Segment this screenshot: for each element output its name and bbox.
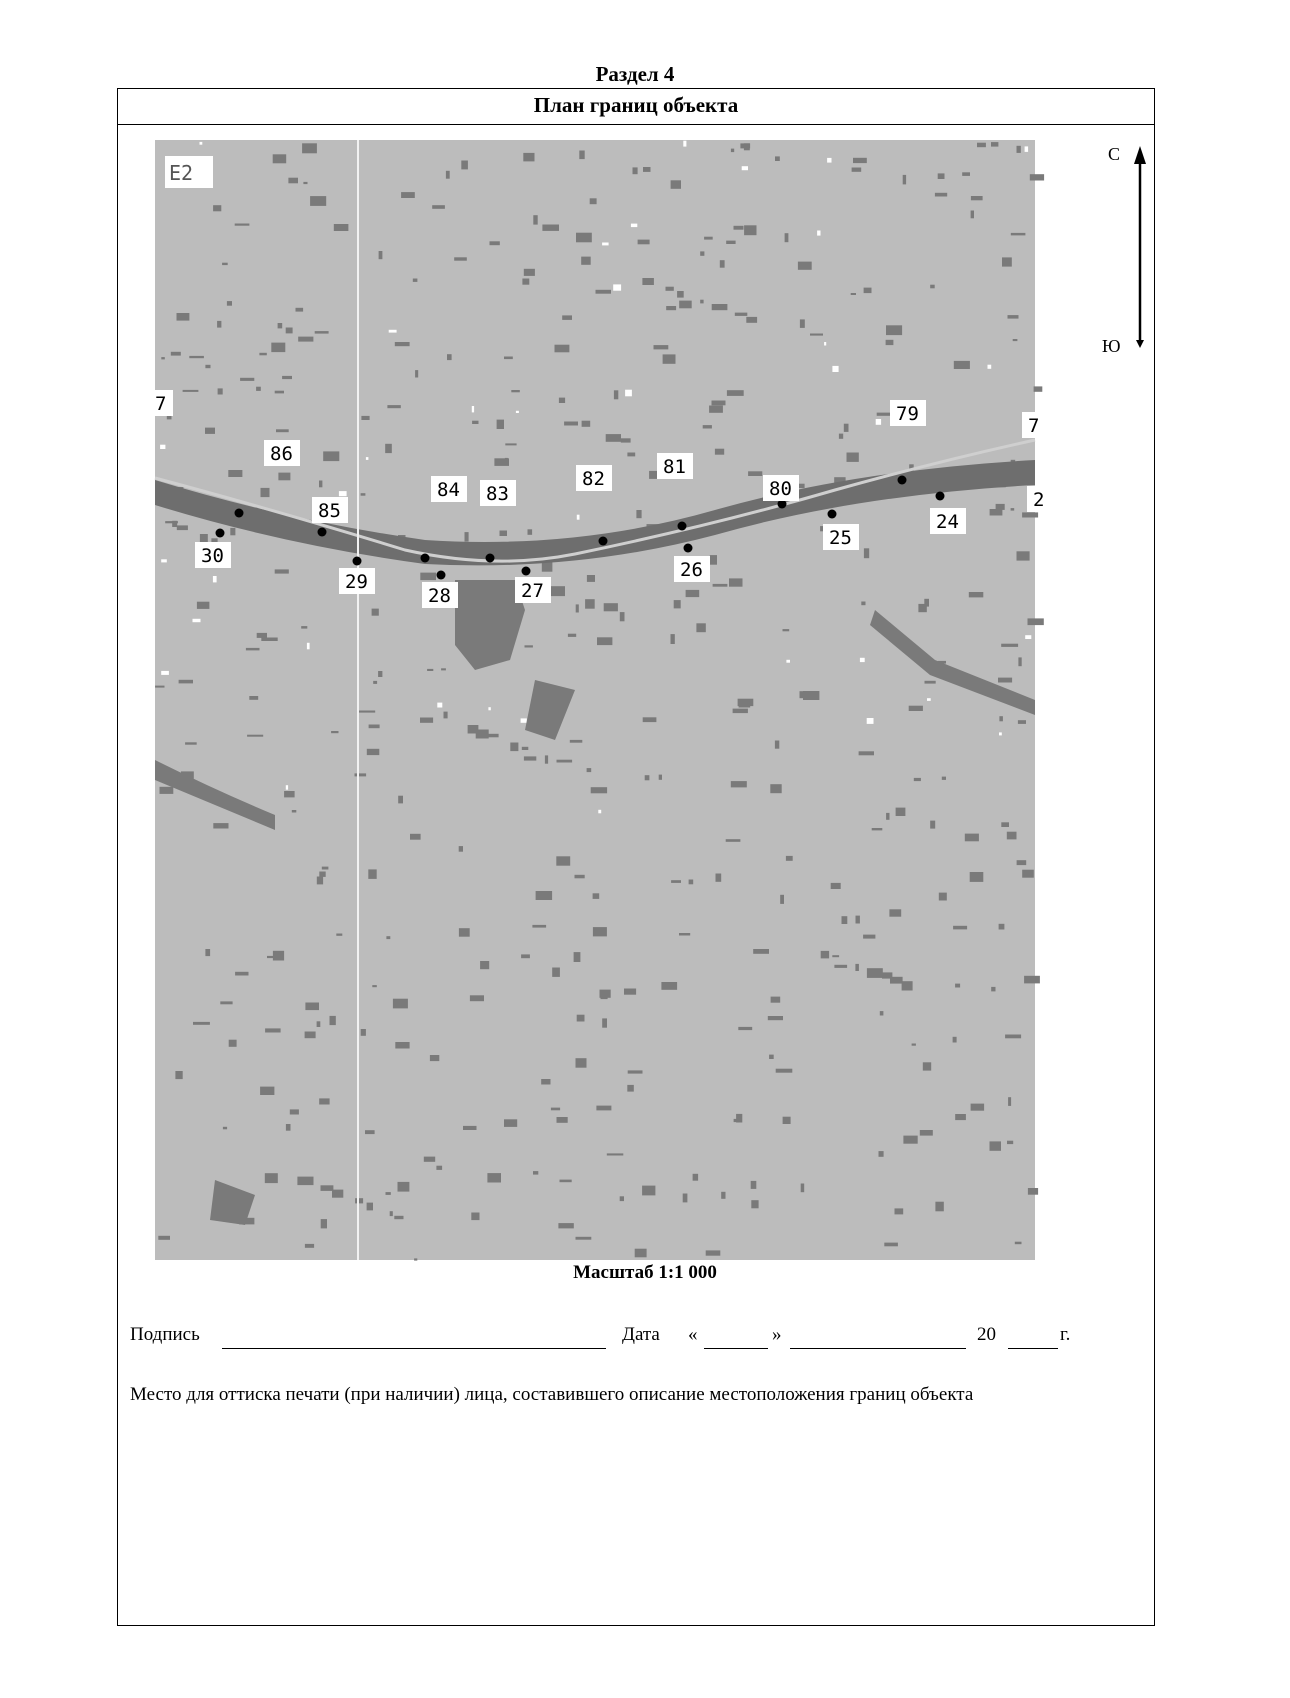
frame-code-box (165, 156, 213, 188)
point-label-text: 27 (521, 580, 544, 602)
boundary-point-marker (318, 528, 327, 537)
arrow-up-icon (1134, 146, 1146, 164)
point-label-text: 25 (829, 527, 852, 549)
boundary-point-marker (684, 544, 693, 553)
point-label-text: 81 (663, 456, 686, 478)
point-label (823, 524, 859, 550)
boundary-point-marker (235, 509, 244, 518)
north-letter: С (1108, 144, 1121, 164)
stamp-text: Место для оттиска печати (при наличии) лица, составившего описание местоположения границ объекта (130, 1384, 974, 1405)
north-arrow (1100, 140, 1160, 360)
arrow-down-icon (1136, 340, 1144, 348)
point-label (930, 508, 966, 534)
boundary-point-marker (678, 522, 687, 531)
point-label (431, 476, 467, 502)
point-label (763, 475, 799, 501)
point-label-text: 79 (896, 403, 919, 425)
point-label-text: 85 (318, 500, 341, 522)
boundary-point-marker (936, 492, 945, 501)
point-label-text: 7 (155, 393, 167, 415)
boundary-point-marker (522, 567, 531, 576)
boundary-point-marker (437, 571, 446, 580)
point-label (339, 568, 375, 594)
frame-code: Е2 (169, 161, 194, 185)
boundary-point-marker (599, 537, 608, 546)
quote-open: « (688, 1324, 698, 1345)
point-label-text: 80 (769, 478, 792, 500)
point-label-text: 28 (428, 585, 451, 607)
point-label-text: 29 (345, 571, 368, 593)
point-label (674, 556, 710, 582)
boundary-point-marker (353, 557, 362, 566)
date-label: Дата (622, 1324, 660, 1345)
month-field[interactable] (790, 1326, 966, 1349)
point-label-text: 7 (1028, 415, 1040, 437)
signature-label: Подпись (130, 1324, 200, 1345)
boundary-point-marker (828, 510, 837, 519)
point-label-text: 82 (582, 468, 605, 490)
point-label (515, 577, 551, 603)
boundary-map (155, 140, 1045, 1260)
year-suffix: г. (1060, 1324, 1071, 1345)
point-label-text: 83 (486, 483, 509, 505)
plan-title: План границ объекта (117, 88, 1155, 125)
section-title: Раздел 4 (595, 62, 675, 86)
south-letter: Ю (1102, 336, 1121, 356)
map-background (155, 140, 1035, 1260)
point-label-text: 30 (201, 545, 224, 567)
point-label (1027, 486, 1051, 512)
boundary-point-marker (421, 554, 430, 563)
point-label (149, 390, 173, 416)
point-label-text: 2 (1033, 489, 1045, 511)
point-label (480, 480, 516, 506)
point-label (1022, 412, 1046, 438)
quote-close: » (772, 1324, 782, 1345)
point-label-text: 86 (270, 443, 293, 465)
point-label-text: 26 (680, 559, 703, 581)
point-label (312, 497, 348, 523)
point-label-text: 24 (936, 511, 959, 533)
point-label (422, 582, 458, 608)
signature-field[interactable] (222, 1326, 606, 1349)
point-label (657, 453, 693, 479)
point-label-text: 84 (437, 479, 460, 501)
point-label (576, 465, 612, 491)
boundary-point-marker (486, 554, 495, 563)
boundary-point-marker (216, 529, 225, 538)
boundary-point-marker (898, 476, 907, 485)
point-label (264, 440, 300, 466)
point-label (195, 542, 231, 568)
day-field[interactable] (704, 1326, 768, 1349)
year-prefix: 20 (977, 1324, 996, 1345)
scale-text: Масштаб 1:1 000 (573, 1262, 717, 1283)
year-field[interactable] (1008, 1326, 1058, 1349)
point-label (890, 400, 926, 426)
